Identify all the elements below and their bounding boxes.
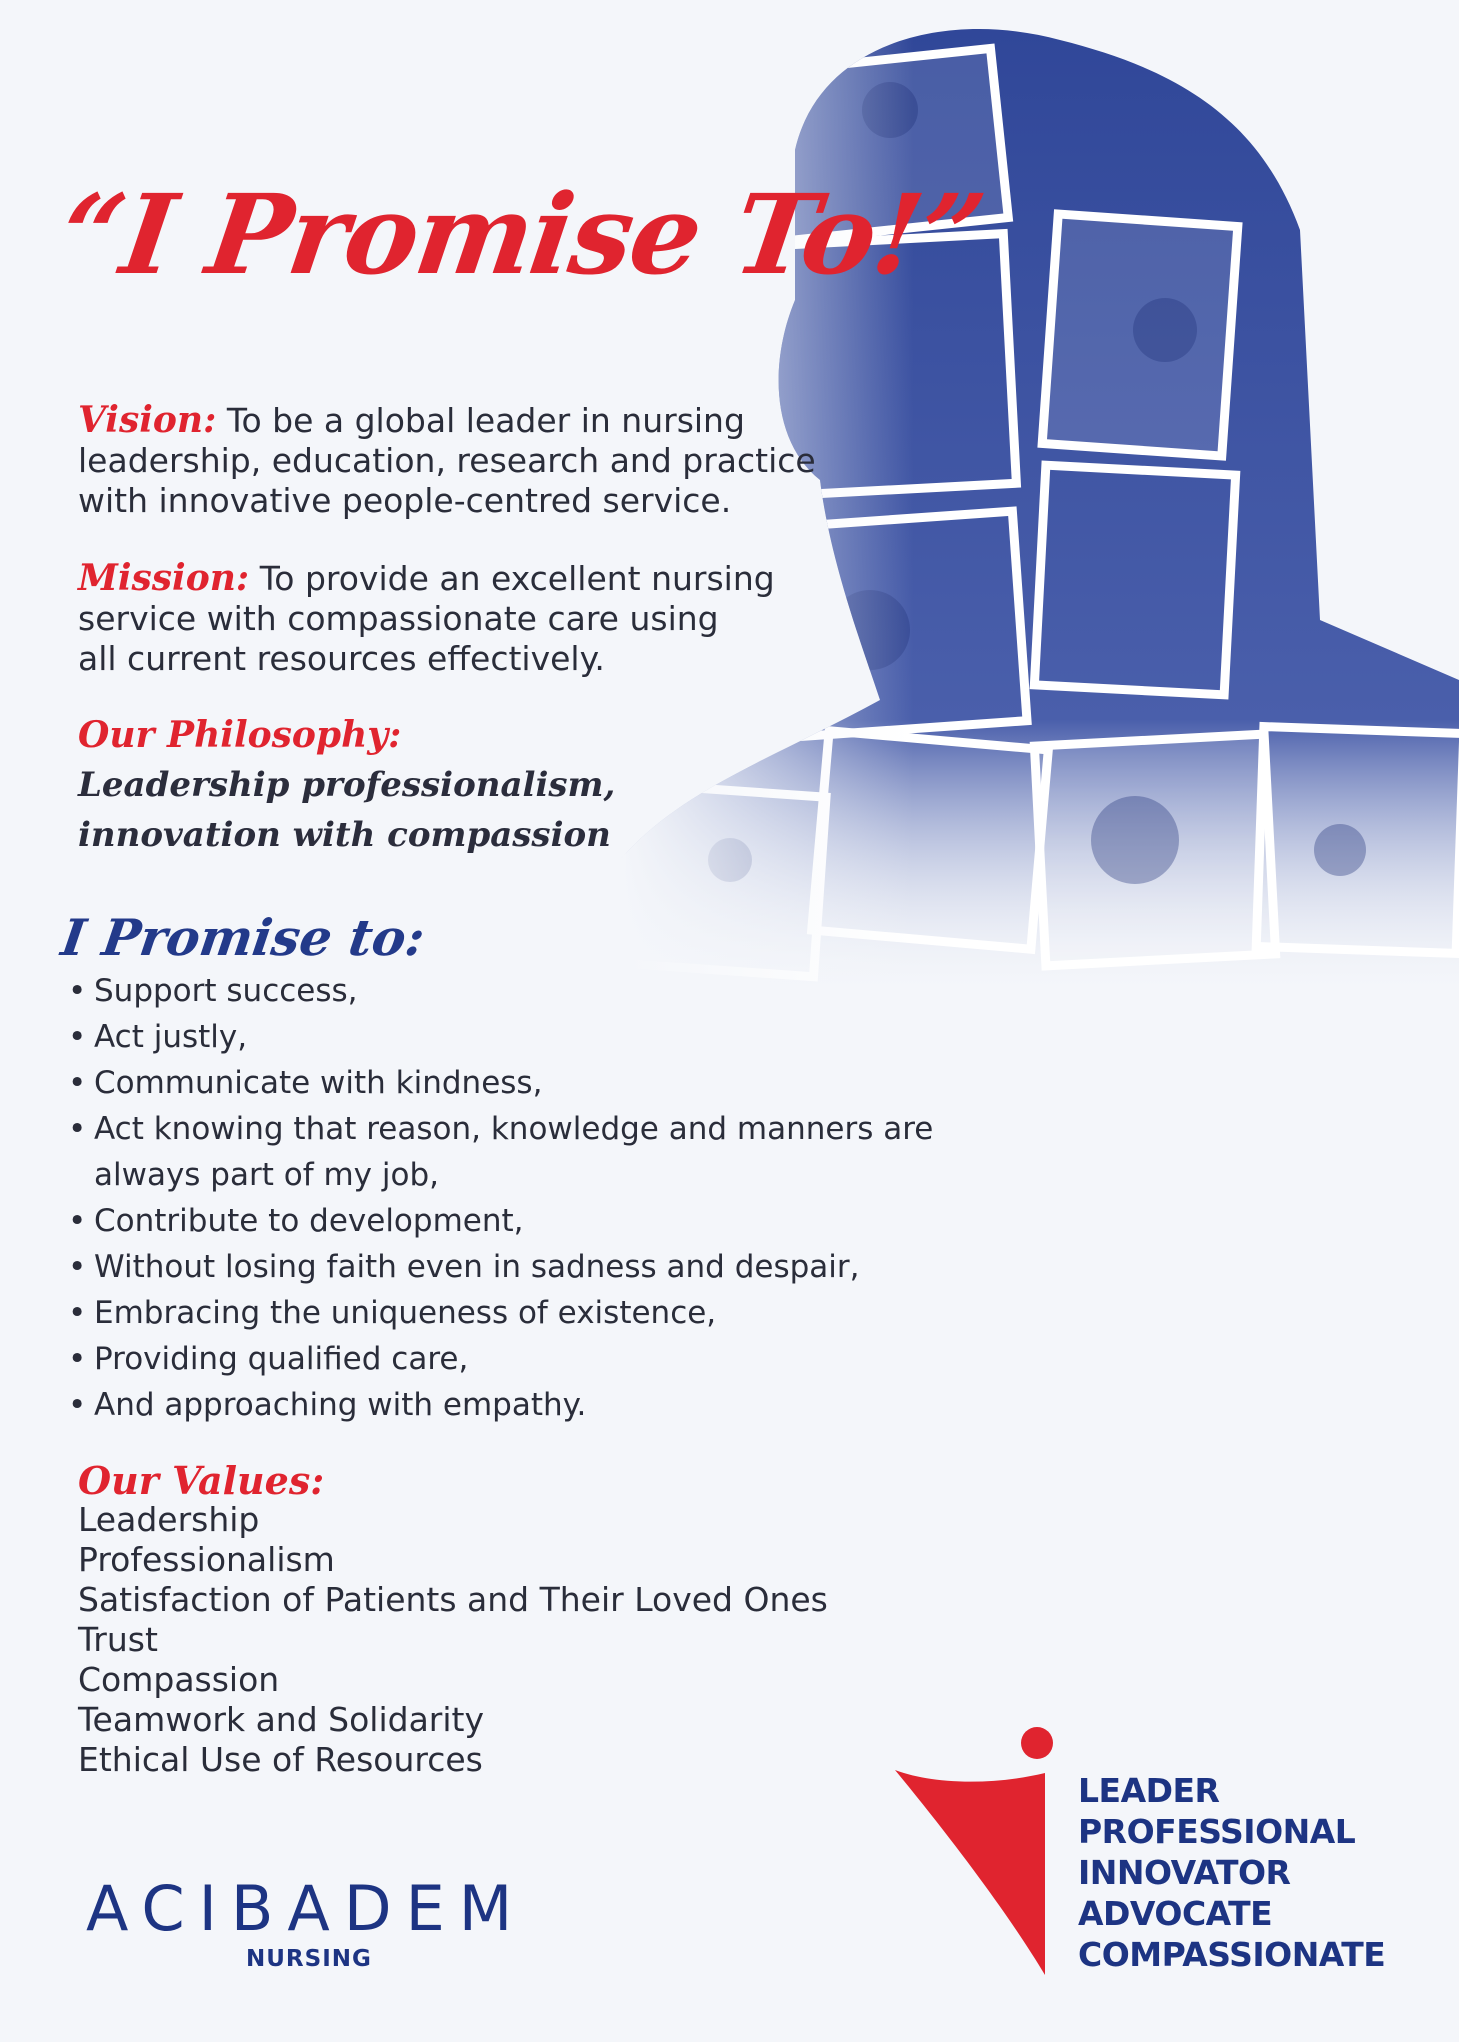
list-item: Satisfaction of Patients and Their Loved Ones — [78, 1580, 828, 1619]
page-title: “I Promise To!” — [52, 170, 991, 299]
list-item: Teamwork and Solidarity — [78, 1700, 484, 1739]
mission-line-1: To provide an excellent nursing — [259, 559, 775, 598]
philosophy-label: Our Philosophy: — [78, 714, 402, 756]
list-item: Ethical Use of Resources — [78, 1740, 483, 1779]
values-label: Our Values: — [78, 1458, 325, 1503]
vision-paragraph — [78, 400, 818, 521]
mission-line-2: service with compassionate care using — [78, 599, 719, 638]
list-item: • Communicate with kindness, — [62, 1060, 962, 1106]
list-item: Professionalism — [78, 1540, 335, 1579]
list-item: • Act knowing that reason, knowledge and manners are always part of my job, — [62, 1106, 962, 1198]
list-item: • Embracing the uniqueness of existence, — [62, 1290, 962, 1336]
vision-line-3: with innovative people-centred service. — [78, 481, 732, 520]
trait-professional: PROFESSIONAL — [1078, 1812, 1356, 1851]
list-item: Compassion — [78, 1660, 280, 1699]
list-item: Leadership — [78, 1500, 260, 1539]
list-item: • Act justly, — [62, 1014, 962, 1060]
list-item: • And approaching with empathy. — [62, 1382, 962, 1428]
list-item: Trust — [78, 1620, 158, 1659]
vision-label: Vision: — [78, 399, 217, 441]
trait-advocate: ADVOCATE — [1078, 1894, 1273, 1933]
trait-compassionate: COMPASSIONATE — [1078, 1935, 1386, 1974]
philosophy-line-2: innovation with compassion — [78, 815, 611, 855]
list-item: • Without losing faith even in sadness and despair, — [62, 1244, 962, 1290]
trait-leader: LEADER — [1078, 1771, 1220, 1810]
list-item: • Contribute to development, — [62, 1198, 962, 1244]
list-item: • Support success, — [62, 968, 962, 1014]
mission-paragraph — [78, 558, 818, 679]
values-list — [78, 1500, 828, 1780]
traits-list — [1078, 1770, 1385, 1975]
vision-line-1: To be a global leader in nursing — [226, 401, 745, 440]
mission-label: Mission: — [78, 557, 250, 599]
logo-subtitle: NURSING — [246, 1946, 372, 1972]
acibadem-logo: ACIBADEM — [86, 1872, 527, 1945]
promise-list — [62, 968, 962, 1428]
promise-heading: I Promise to: — [57, 908, 429, 967]
list-item: • Providing qualified care, — [62, 1336, 962, 1382]
vision-line-2: leadership, education, research and practice — [78, 441, 816, 480]
trait-innovator: INNOVATOR — [1078, 1853, 1291, 1892]
philosophy-line-1: Leadership professionalism, — [78, 765, 616, 805]
mission-line-3: all current resources effectively. — [78, 639, 605, 678]
nurse-emblem-icon — [895, 1725, 1065, 1975]
